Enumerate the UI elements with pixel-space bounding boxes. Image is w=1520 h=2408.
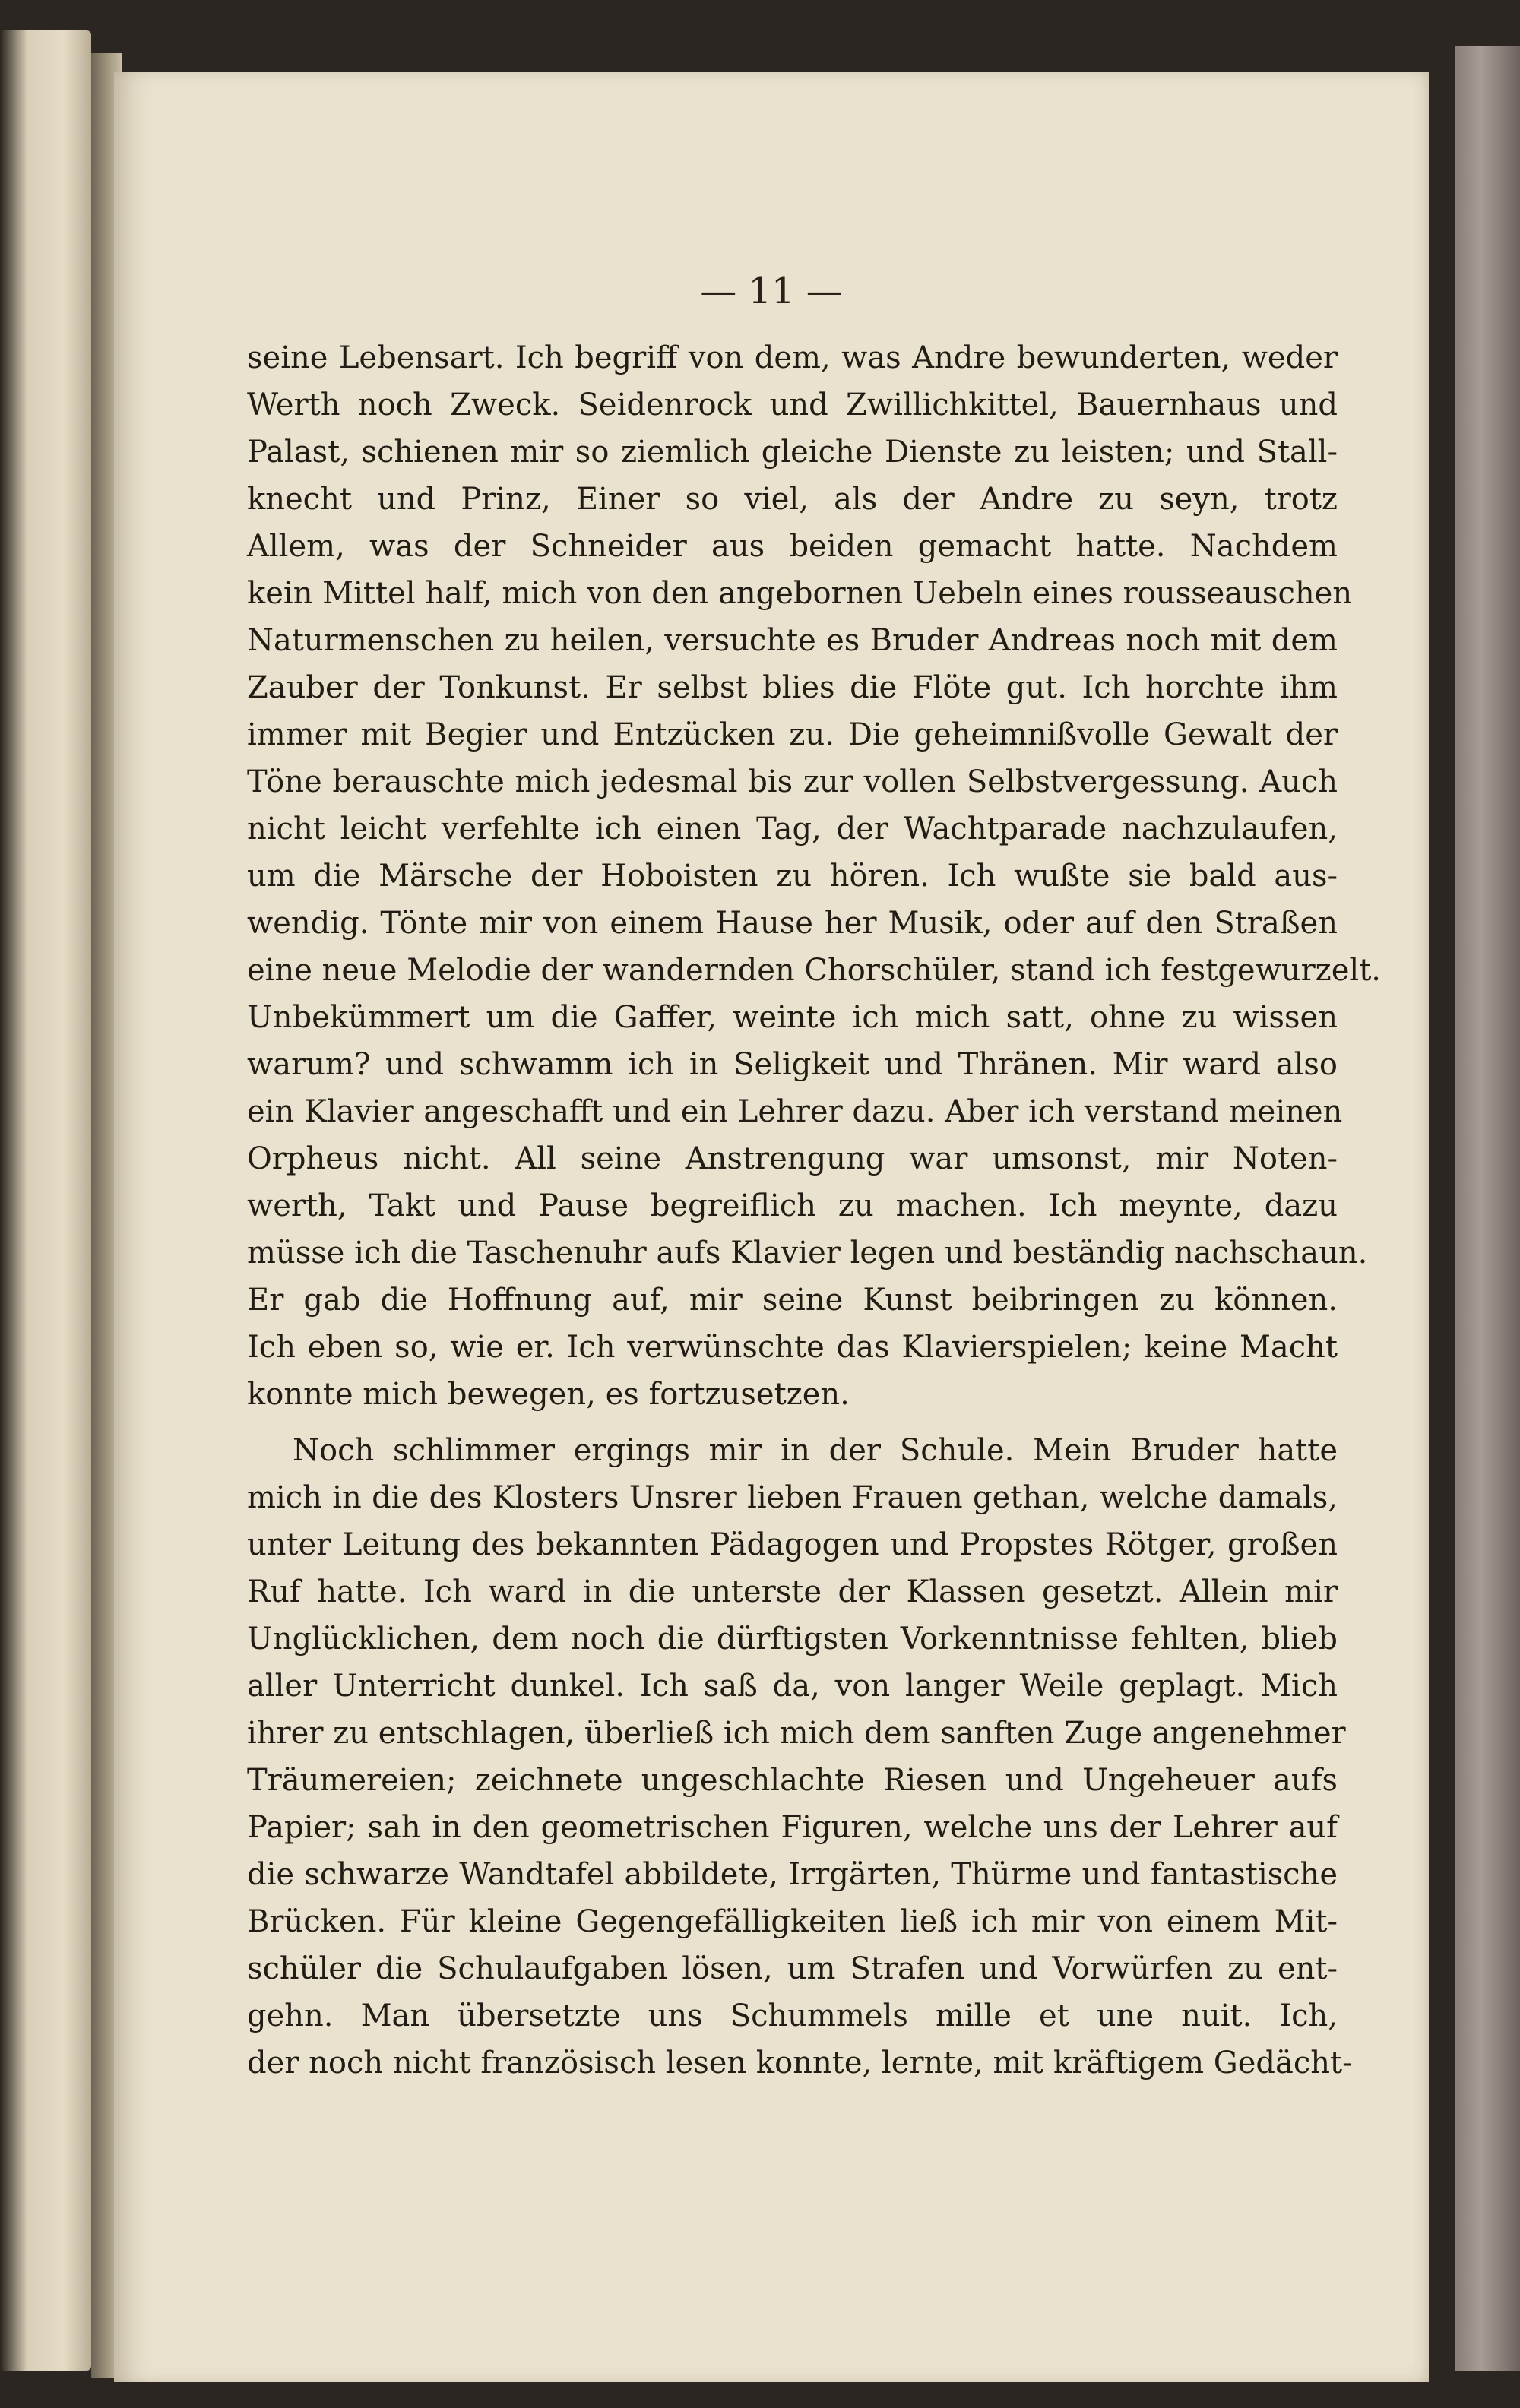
text-line: Werth noch Zweck. Seidenrock und Zwillichkittel, Bauernhaus und — [247, 388, 1338, 422]
page-number: — 11 — — [700, 270, 843, 312]
text-line: Er gab die Hoffnung auf, mir seine Kunst beibringen zu können. — [247, 1283, 1338, 1318]
text-line: die schwarze Wandtafel abbildete, Irrgärten, Thürme und fantastische — [247, 1857, 1338, 1892]
paragraph — [247, 334, 1382, 1418]
text-line: Papier; sah in den geometrischen Figuren, welche uns der Lehrer auf — [247, 1810, 1338, 1845]
book-page — [114, 72, 1429, 2382]
text-line: Allem, was der Schneider aus beiden gemacht hatte. Nachdem — [247, 529, 1338, 564]
text-line: knecht und Prinz, Einer so viel, als der Andre zu seyn, trotz — [247, 482, 1338, 517]
text-line: Unglücklichen, dem noch die dürftigsten Vorkenntnisse fehlten, blieb — [247, 1622, 1338, 1656]
text-line: mich in die des Klosters Unsrer lieben Frauen gethan, welche damals, — [247, 1480, 1338, 1515]
text-line: seine Lebensart. Ich begriff von dem, was Andre bewunderten, weder — [247, 340, 1338, 375]
text-line: ein Klavier angeschafft und ein Lehrer dazu. Aber ich verstand meinen — [247, 1094, 1343, 1129]
text-line: Orpheus nicht. All seine Anstrengung war umsonst, mir Noten- — [247, 1141, 1338, 1176]
text-line: konnte mich bewegen, es fortzusetzen. — [247, 1377, 850, 1412]
text-line: Töne berauschte mich jedesmal bis zur vollen Selbstvergessung. Auch — [247, 764, 1338, 799]
text-line: Ich eben so, wie er. Ich verwünschte das Klavierspielen; keine Macht — [247, 1330, 1338, 1365]
text-line: müsse ich die Taschenuhr aufs Klavier legen und beständig nachschaun. — [247, 1236, 1368, 1270]
left-page-edge — [0, 30, 91, 2371]
text-line: Träumereien; zeichnete ungeschlachte Riesen und Ungeheuer aufs — [247, 1763, 1338, 1798]
text-line: warum? und schwamm ich in Seligkeit und Thränen. Mir ward also — [247, 1047, 1338, 1082]
page-body — [247, 334, 1382, 2087]
text-line: Naturmenschen zu heilen, versuchte es Bruder Andreas noch mit dem — [247, 623, 1338, 658]
text-line: gehn. Man übersetzte uns Schummels mille et une nuit. Ich, — [247, 1998, 1338, 2033]
text-line: Ruf hatte. Ich ward in die unterste der Klassen gesetzt. Allein mir — [247, 1574, 1338, 1609]
text-line: Palast, schienen mir so ziemlich gleiche Dienste zu leisten; und Stall- — [247, 435, 1338, 470]
text-line: kein Mittel half, mich von den angebornen Uebeln eines rousseauschen — [247, 576, 1353, 611]
book-cover-edge — [1455, 46, 1520, 2371]
text-line: Unbekümmert um die Gaffer, weinte ich mich satt, ohne zu wissen — [247, 1000, 1338, 1035]
text-line: wendig. Tönte mir von einem Hause her Musik, oder auf den Straßen — [247, 906, 1338, 941]
text-line: schüler die Schulaufgaben lösen, um Strafen und Vorwürfen zu ent- — [247, 1951, 1338, 1986]
text-line: eine neue Melodie der wandernden Chorschüler, stand ich festgewurzelt. — [247, 953, 1382, 988]
paragraph-container — [247, 334, 1382, 2087]
text-line: um die Märsche der Hoboisten zu hören. Ich wußte sie bald aus- — [247, 859, 1338, 894]
text-line: immer mit Begier und Entzücken zu. Die geheimnißvolle Gewalt der — [247, 717, 1338, 752]
text-line: nicht leicht verfehlte ich einen Tag, der Wachtparade nachzulaufen, — [247, 812, 1338, 846]
text-line: Brücken. Für kleine Gegengefälligkeiten ließ ich mir von einem Mit- — [247, 1904, 1338, 1939]
text-line: ihrer zu entschlagen, überließ ich mich dem sanften Zuge angenehmer — [247, 1716, 1346, 1751]
text-line: Zauber der Tonkunst. Er selbst blies die Flöte gut. Ich horchte ihm — [247, 670, 1338, 705]
paragraph-gap — [247, 1418, 1338, 1427]
text-line: der noch nicht französisch lesen konnte, lernte, mit kräftigem Gedächt- — [247, 2046, 1353, 2080]
text-line: Noch schlimmer ergings mir in der Schule. Mein Bruder hatte — [293, 1433, 1338, 1468]
paragraph — [247, 1427, 1353, 2087]
text-line: werth, Takt und Pause begreiflich zu machen. Ich meynte, dazu — [247, 1188, 1338, 1223]
text-line: unter Leitung des bekannten Pädagogen und Propstes Rötger, großen — [247, 1527, 1338, 1562]
text-line: aller Unterricht dunkel. Ich saß da, von langer Weile geplagt. Mich — [247, 1669, 1338, 1704]
